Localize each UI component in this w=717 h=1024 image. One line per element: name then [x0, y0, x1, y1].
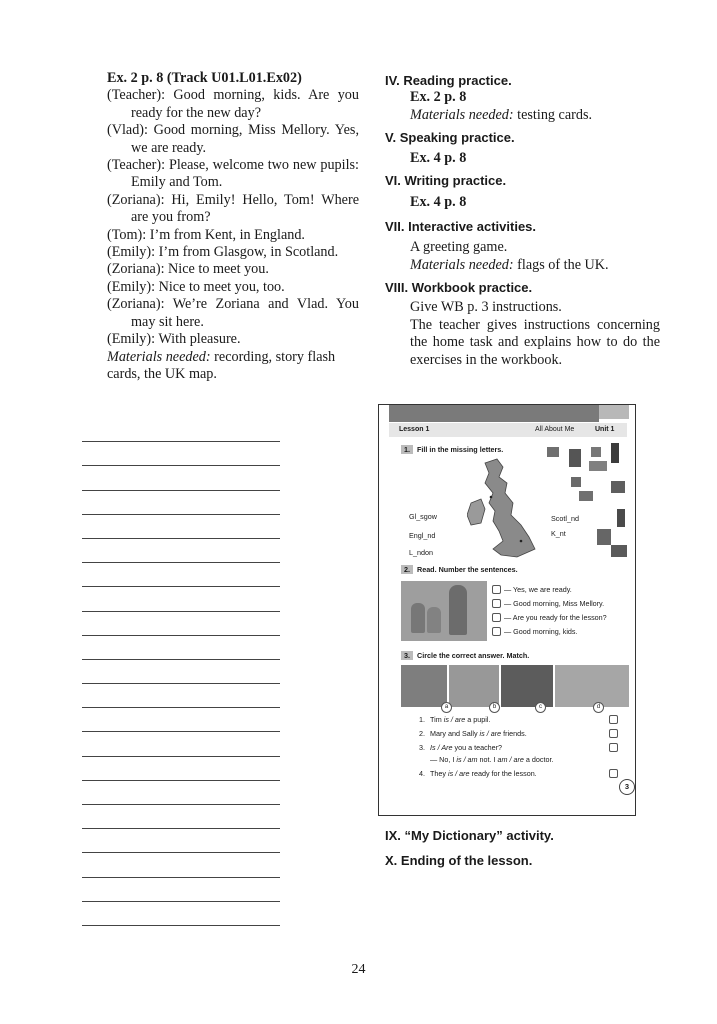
- map-label-kent: K_nt: [551, 529, 566, 538]
- note-line[interactable]: [82, 829, 280, 853]
- answer-options[interactable]: Is / Are: [430, 743, 453, 752]
- big-ben-icon: [569, 449, 581, 467]
- match-box[interactable]: [609, 769, 618, 778]
- scales-icon: [589, 461, 607, 471]
- tower-icon: [617, 509, 625, 527]
- item-text: a doctor.: [523, 755, 554, 764]
- dialogue-line: (Emily): Nice to meet you, too.: [107, 278, 285, 295]
- dialogue-column: [107, 70, 359, 383]
- exercise-2-title: [401, 565, 518, 574]
- item-number: 4.: [419, 769, 425, 778]
- header-bar: [389, 405, 599, 422]
- note-line[interactable]: [82, 563, 280, 587]
- section-interactive-activities: VII. Interactive activities.: [385, 218, 537, 234]
- item-number: 3.: [419, 743, 425, 752]
- note-line[interactable]: [82, 853, 280, 877]
- photo-c: [501, 665, 553, 707]
- note-line[interactable]: [82, 781, 280, 805]
- dog-icon: [597, 529, 611, 545]
- writing-exercise-ref: Ex. 4 p. 8: [410, 194, 467, 211]
- interactive-activity-text: A greeting game.: [410, 239, 508, 256]
- map-label-england: Engl_nd: [409, 531, 436, 540]
- dialogue: [107, 87, 359, 348]
- materials-needed: [107, 349, 359, 384]
- pupil-figure: [427, 607, 441, 633]
- exercise-3-title: [401, 651, 529, 660]
- photo-a: [401, 665, 447, 707]
- section-speaking-practice: V. Speaking practice.: [385, 130, 515, 146]
- topic-label: All About Me: [535, 426, 575, 433]
- photo-d: [555, 665, 629, 707]
- exercise-heading: Ex. 2 p. 8 (Track U01.L01.Ex02): [107, 70, 302, 86]
- uk-map: [467, 457, 543, 563]
- section-workbook-practice: VIII. Workbook practice.: [385, 280, 533, 296]
- map-label-glasgow: Gl_sgow: [409, 512, 437, 521]
- unit-label: Unit 1: [595, 426, 615, 433]
- item-text: — No, I: [430, 755, 457, 764]
- classroom-illustration: [401, 581, 487, 641]
- dialogue-line: (Emily): I’m from Glasgow, in Scotland.: [107, 244, 339, 261]
- dialogue-line: (Tom): I’m from Kent, in England.: [107, 226, 305, 243]
- note-line[interactable]: [82, 902, 280, 926]
- dialogue-line: (Zoriana): We’re Zoriana and Vlad. You may sit here.: [107, 296, 359, 330]
- match-box[interactable]: [609, 743, 618, 752]
- ireland-shape: [467, 499, 485, 525]
- answer-options[interactable]: is / are: [447, 769, 470, 778]
- photo-label-d: d: [593, 702, 604, 713]
- note-line[interactable]: [82, 878, 280, 902]
- item-text: not. I: [477, 755, 498, 764]
- photo-b: [449, 665, 499, 707]
- item-text: ready for the lesson.: [469, 769, 537, 778]
- sentence-item: — Good morning, Miss Mellory.: [504, 599, 605, 608]
- workbook-page-image: [378, 404, 636, 816]
- workbook-instruction: Give WB p. 3 instructions.: [410, 299, 562, 316]
- note-line[interactable]: [82, 805, 280, 829]
- header-bar-tab: [599, 405, 629, 419]
- london-dot: [520, 540, 523, 543]
- guard-icon: [611, 443, 619, 463]
- number-box[interactable]: [492, 599, 501, 608]
- dialogue-line: (Teacher): Good morning, kids. Are you ready for the new day?: [107, 87, 359, 121]
- bus-icon: [547, 447, 559, 457]
- note-lines: [82, 418, 280, 926]
- exercise-title: Circle the correct answer. Match.: [417, 651, 530, 660]
- exercise-3-item: [419, 715, 490, 724]
- map-label-scotland: Scotl_nd: [551, 514, 579, 523]
- materials-label: Materials needed:: [410, 256, 514, 273]
- note-line[interactable]: [82, 442, 280, 466]
- item-text: Mary and Sally: [430, 729, 480, 738]
- great-britain-shape: [485, 459, 535, 557]
- section-writing-practice: VI. Writing practice.: [385, 173, 507, 189]
- exercise-3-item: [419, 729, 527, 738]
- item-text: friends.: [501, 729, 527, 738]
- teacher-figure: [449, 585, 467, 635]
- exercise-3-item: [419, 743, 502, 752]
- note-line[interactable]: [82, 515, 280, 539]
- answer-options[interactable]: is / are: [443, 715, 466, 724]
- section-my-dictionary: IX. “My Dictionary” activity.: [385, 828, 554, 843]
- number-box[interactable]: [492, 613, 501, 622]
- note-line[interactable]: [82, 491, 280, 515]
- match-box[interactable]: [609, 729, 618, 738]
- reading-materials: [385, 107, 660, 124]
- photo-label-a: a: [441, 702, 452, 713]
- materials-text: testing cards.: [513, 106, 593, 123]
- exercise-number: 1.: [401, 445, 413, 454]
- note-line[interactable]: [82, 418, 280, 442]
- photo-label-b: b: [489, 702, 500, 713]
- dialogue-line: (Teacher): Please, welcome two new pupils: Emily and Tom.: [107, 157, 359, 191]
- materials-text: flags of the UK.: [513, 256, 609, 273]
- dialogue-line: (Vlad): Good morning, Miss Mellory. Yes, we are ready.: [107, 122, 359, 156]
- exercise-number: 2.: [401, 565, 413, 574]
- section-reading-practice: IV. Reading practice.: [385, 73, 512, 88]
- glasgow-dot: [490, 496, 493, 499]
- number-box[interactable]: [492, 585, 501, 594]
- materials-label: Materials needed:: [410, 106, 514, 123]
- sentence-item: — Yes, we are ready.: [504, 585, 572, 594]
- flag-icon: [611, 481, 625, 493]
- dialogue-line: (Zoriana): Nice to meet you.: [107, 261, 269, 278]
- note-line[interactable]: [82, 466, 280, 490]
- materials-label: Materials needed:: [107, 348, 211, 365]
- item-text: Tim: [430, 715, 444, 724]
- note-line[interactable]: [82, 636, 280, 660]
- match-box[interactable]: [609, 715, 618, 724]
- photo-label-c: c: [535, 702, 546, 713]
- exercise-title: Fill in the missing letters.: [417, 445, 504, 454]
- sentence-item: — Good morning, kids.: [504, 627, 578, 636]
- section-ending: X. Ending of the lesson.: [385, 853, 533, 868]
- workbook-page-number: 3: [619, 779, 635, 795]
- answer-options[interactable]: am / are: [497, 755, 524, 764]
- exercise-number: 3.: [401, 651, 413, 660]
- answer-options[interactable]: is / are: [479, 729, 502, 738]
- note-line[interactable]: [82, 612, 280, 636]
- workbook-explanation: The teacher gives instructions concerning the home task and explains how to do the exercises in the workbook.: [410, 316, 660, 368]
- lesson-label: Lesson 1: [399, 426, 430, 433]
- note-line[interactable]: [82, 708, 280, 732]
- reading-exercise-ref: Ex. 2 p. 8: [410, 89, 467, 106]
- item-text: They: [430, 769, 448, 778]
- note-line[interactable]: [82, 660, 280, 684]
- lesson-plan-column: [385, 70, 660, 369]
- sentence-item: — Are you ready for the lesson?: [504, 613, 607, 622]
- map-label-london: L_ndon: [409, 548, 433, 557]
- phone-box-icon: [571, 477, 581, 487]
- workbook-header: [389, 423, 627, 437]
- pupil-figure: [411, 603, 425, 633]
- page-number: 24: [351, 962, 366, 977]
- car-icon: [579, 491, 593, 501]
- note-line[interactable]: [82, 684, 280, 708]
- answer-options[interactable]: is / am: [456, 755, 478, 764]
- speaking-exercise-ref: Ex. 4 p. 8: [410, 149, 467, 166]
- materials-text: recording, story flash cards, the UK map.: [107, 348, 336, 382]
- exercise-1-title: [401, 445, 503, 454]
- item-text: a pupil.: [465, 715, 491, 724]
- exercise-3-item: [419, 769, 537, 778]
- interactive-materials: [385, 257, 660, 274]
- item-text: you a teacher?: [452, 743, 503, 752]
- item-number: 2.: [419, 729, 425, 738]
- note-line[interactable]: [82, 732, 280, 756]
- note-line[interactable]: [82, 587, 280, 611]
- dialogue-line: (Emily): With pleasure.: [107, 331, 241, 348]
- number-box[interactable]: [492, 627, 501, 636]
- taxi-icon: [611, 545, 627, 557]
- bridge-icon: [591, 447, 601, 457]
- dialogue-line: (Zoriana): Hi, Emily! Hello, Tom! Where are you from?: [107, 191, 359, 226]
- exercise-title: Read. Number the sentences.: [417, 565, 518, 574]
- item-number: 1.: [419, 715, 425, 724]
- exercise-3-answer-line: [430, 755, 553, 764]
- note-line[interactable]: [82, 757, 280, 781]
- note-line[interactable]: [82, 539, 280, 563]
